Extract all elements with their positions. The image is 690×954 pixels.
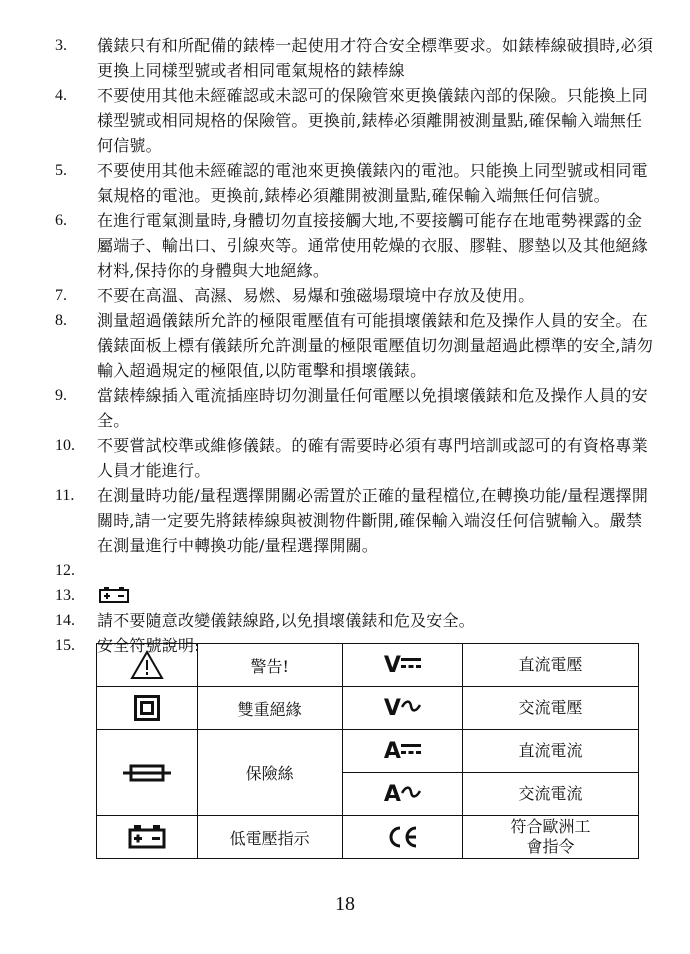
table-row xyxy=(97,687,639,730)
item-text: 當錶棒線插入電流插座時切勿測量任何電壓以免損壞儀錶和危及操作人員的安全。 xyxy=(97,386,648,430)
item-text: 請不要隨意改變儀錶線路,以免損壞儀錶和危及安全。 xyxy=(97,611,475,630)
item-number: 10. xyxy=(55,437,75,454)
table-row xyxy=(97,644,639,687)
ce-mark-icon xyxy=(385,825,419,849)
list-item xyxy=(55,608,655,633)
symbol-cell xyxy=(342,730,462,773)
symbol-cell xyxy=(97,687,198,730)
list-item xyxy=(55,558,655,583)
dc-current-icon xyxy=(384,739,421,764)
table-row xyxy=(97,816,639,859)
a-letter: A xyxy=(383,781,401,807)
v-letter: V xyxy=(383,695,401,721)
v-letter: V xyxy=(383,652,401,678)
item-number: 14. xyxy=(55,612,75,629)
warning-label: 警告! xyxy=(197,644,342,687)
dc-voltage-icon xyxy=(384,653,421,678)
list-item xyxy=(55,308,655,383)
battery-icon xyxy=(99,587,129,603)
item-number: 4. xyxy=(55,87,67,104)
list-item xyxy=(55,83,655,158)
item-number: 6. xyxy=(55,212,67,229)
item-number: 13. xyxy=(55,587,75,604)
page-number: 18 xyxy=(335,893,355,915)
list-item xyxy=(55,383,655,433)
ac-current-icon xyxy=(384,782,421,807)
fuse-icon xyxy=(123,764,171,782)
item-number: 15. xyxy=(55,637,75,654)
item-text: 不要嘗試校準或維修儀錶。的確有需要時必須有專門培訓或認可的有資格專業人員才能進行。 xyxy=(97,436,648,480)
list-item xyxy=(55,33,655,83)
list-item xyxy=(55,433,655,483)
ac-voltage-label: 交流電壓 xyxy=(463,687,639,730)
low-battery-icon xyxy=(128,825,166,849)
symbol-cell xyxy=(97,816,198,859)
dc-voltage-label: 直流電壓 xyxy=(463,644,639,687)
item-number: 8. xyxy=(55,312,67,329)
list-item xyxy=(55,208,655,283)
item-number: 11. xyxy=(55,487,75,504)
safety-symbols-table xyxy=(96,643,639,859)
item-text: 安全符號說明: xyxy=(97,636,200,655)
item-number: 7. xyxy=(55,287,67,304)
item-text: 不要在高溫、高濕、易燃、易爆和強磁場環境中存放及使用。 xyxy=(97,286,535,305)
item-text: 在進行電氣測量時,身體切勿直接接觸大地,不要接觸可能存在地電勢裸露的金屬端子、輸出口、引線夾等。通常使用乾燥的衣服、膠鞋、膠墊以及其他絕緣材料,保持你的身體與大地絕緣。 xyxy=(97,211,648,280)
symbol-cell xyxy=(342,773,462,816)
item-number: 9. xyxy=(55,387,67,404)
table-row xyxy=(97,730,639,773)
fuse-label: 保險絲 xyxy=(197,730,342,816)
dc-current-label: 直流電流 xyxy=(463,730,639,773)
ce-label-line2: 會指令 xyxy=(526,837,575,856)
double-insulation-icon xyxy=(134,695,160,721)
item-text: 不要使用其他未經確認或未認可的保險管來更換儀錶內部的保險。只能換上同樣型號或相同規格的保險管。更換前,錶棒必須離開被測量點,確保輸入端無任何信號。 xyxy=(97,86,648,155)
item-text xyxy=(97,558,655,583)
warning-icon xyxy=(130,650,164,680)
symbol-cell xyxy=(342,816,462,859)
ac-current-label: 交流電流 xyxy=(463,773,639,816)
item-number: 3. xyxy=(55,37,67,54)
ac-voltage-icon xyxy=(384,696,421,721)
item-text xyxy=(97,583,655,608)
list-item xyxy=(55,483,655,558)
symbol-cell xyxy=(97,644,198,687)
item-text: 不要使用其他未經確認的電池來更換儀錶內的電池。只能換上同型號或相同電氣規格的電池。更換前,錶棒必須離開被測量點,確保輸入端無任何信號。 xyxy=(97,161,648,205)
list-item xyxy=(55,283,655,308)
symbol-cell xyxy=(342,644,462,687)
low-battery-label: 低電壓指示 xyxy=(197,816,342,859)
a-letter: A xyxy=(383,738,401,764)
list-item xyxy=(55,583,655,608)
symbol-cell xyxy=(342,687,462,730)
symbol-cell xyxy=(97,730,198,816)
item-number: 5. xyxy=(55,162,67,179)
double-insulation-label: 雙重絕緣 xyxy=(197,687,342,730)
ce-label-line1: 符合歐洲工 xyxy=(510,817,591,836)
item-text: 儀錶只有和所配備的錶棒一起使用才符合安全標準要求。如錶棒線破損時,必須更換上同樣型號或者相同電氣規格的錶棒線 xyxy=(97,36,654,80)
ce-label xyxy=(463,816,639,859)
item-text: 測量超過儀錶所允許的極限電壓值有可能損壞儀錶和危及操作人員的安全。在儀錶面板上標有儀錶所允許測量的極限電壓值切勿測量超過此標準的安全,請勿輸入超過規定的極限值,以防電擊和損壞儀錶。 xyxy=(97,311,654,380)
list-item xyxy=(55,158,655,208)
item-number: 12. xyxy=(55,562,75,579)
safety-notes-list xyxy=(55,33,655,658)
item-text: 在測量時功能/量程選擇開關必需置於正確的量程檔位,在轉換功能/量程選擇開關時,請一定要先將錶棒線與被測物件斷開,確保輸入端沒任何信號輸入。嚴禁在測量進行中轉換功能/量程選擇開關。 xyxy=(97,486,649,555)
